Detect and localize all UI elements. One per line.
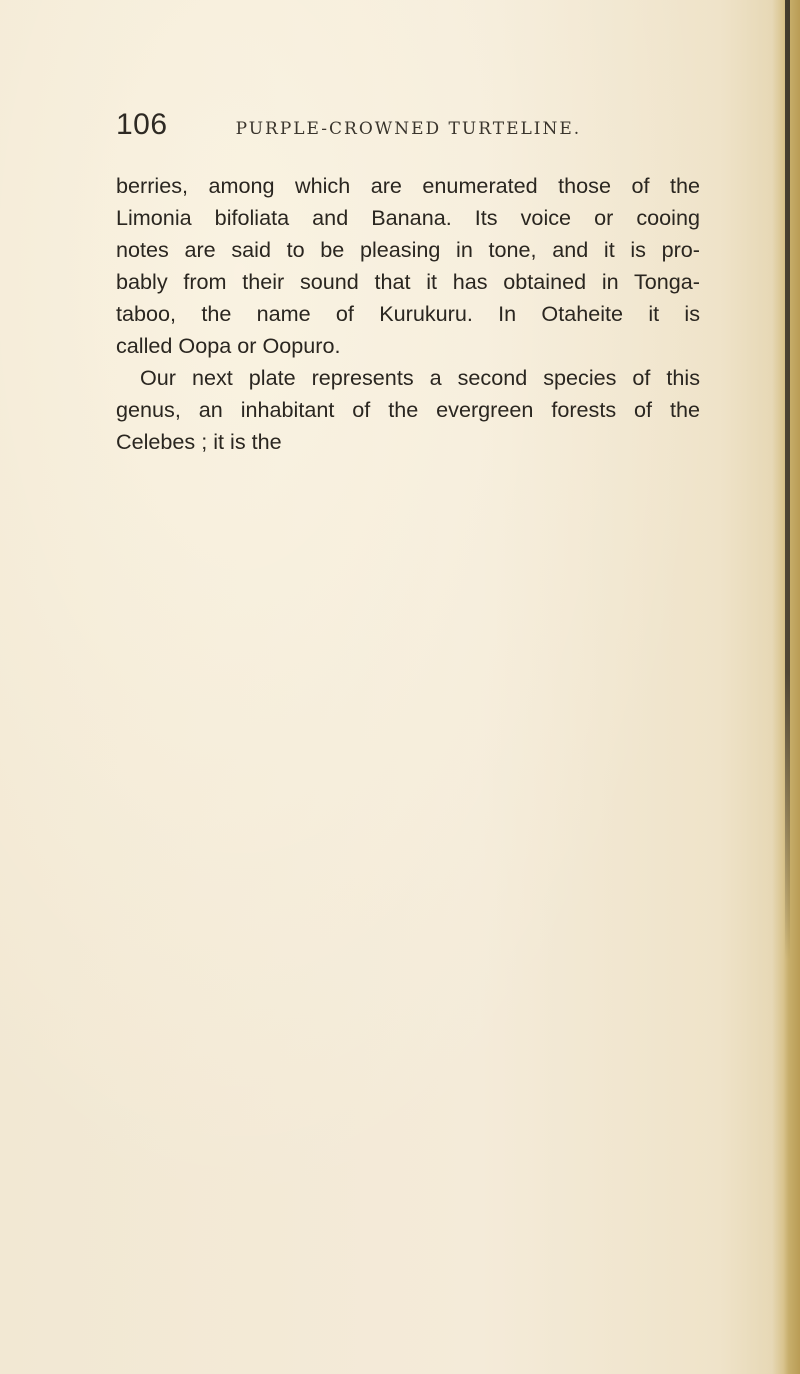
text-line: Limonia bifoliata and Banana. Its voice or cooing — [116, 205, 700, 230]
paragraph — [116, 170, 700, 362]
running-head — [116, 108, 716, 142]
text-line: Celebes ; it is the — [116, 429, 282, 454]
text-line: notes are said to be pleasing in tone, and it is pro- — [116, 237, 700, 262]
running-title: PURPLE-CROWNED TURTELINE. — [235, 119, 582, 139]
text-line: Our next plate represents a second species of this — [140, 365, 700, 390]
text-line: called Oopa or Oopuro. — [116, 333, 341, 358]
binding-edge — [785, 0, 790, 960]
text-line: berries, among which are enumerated those of the — [116, 173, 700, 198]
text-line: taboo, the name of Kurukuru. In Otaheite it is — [116, 301, 700, 326]
paragraph — [116, 362, 700, 458]
text-line: genus, an inhabitant of the evergreen forests of the — [116, 397, 700, 422]
text-line: bably from their sound that it has obtained in Tonga- — [116, 269, 700, 294]
page-number: 106 — [116, 108, 168, 141]
body-text — [116, 170, 700, 458]
